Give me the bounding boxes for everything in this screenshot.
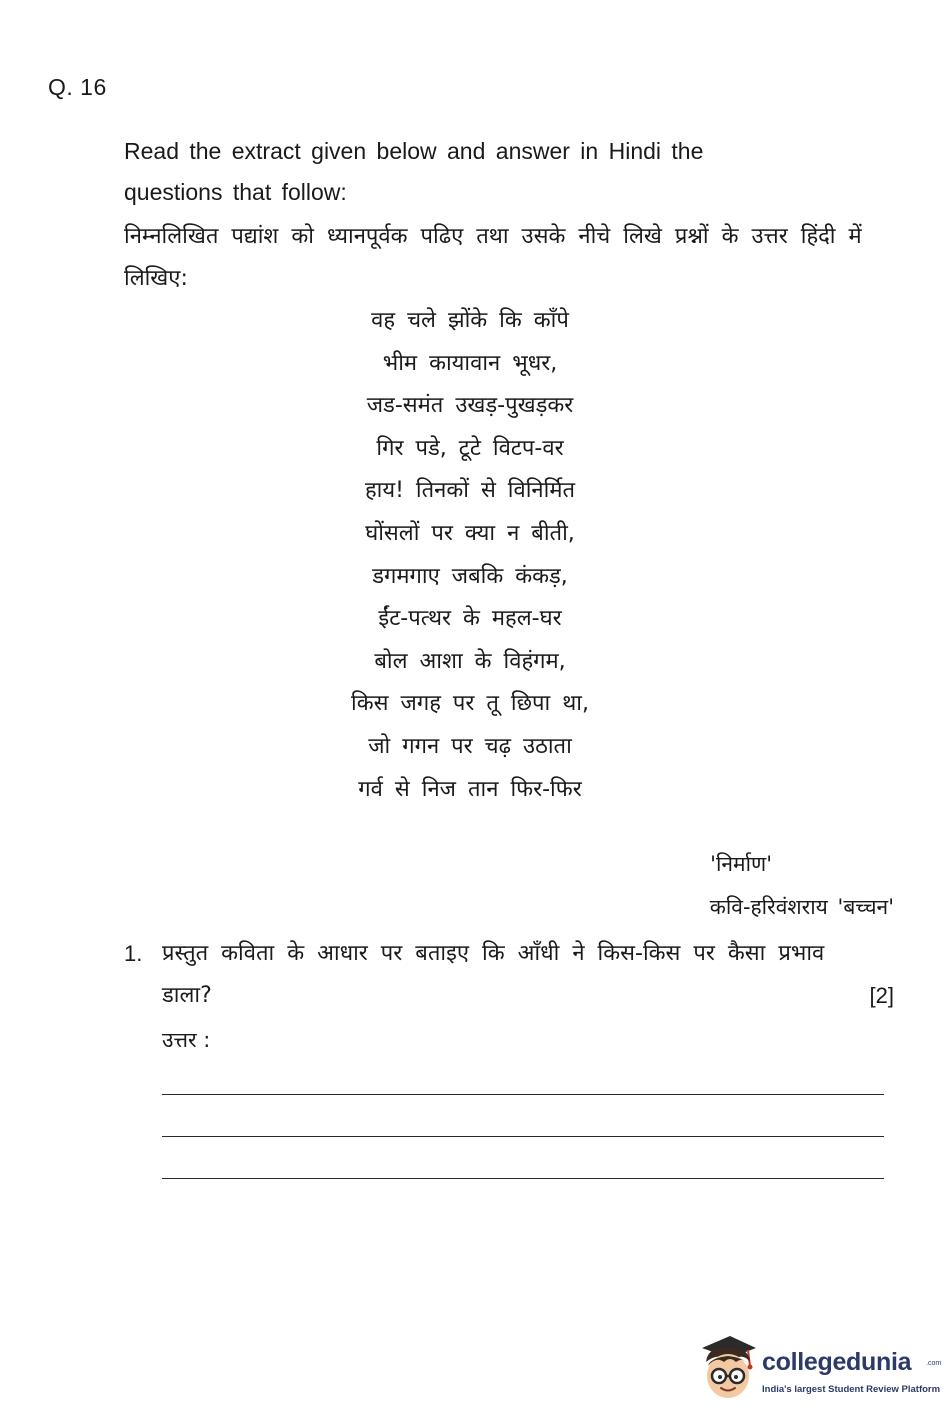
poem-line: भीम कायावान भूधर, xyxy=(382,350,558,376)
marks-badge: [2] xyxy=(869,983,894,1008)
sub-question-number: 1. xyxy=(124,941,143,966)
poem-line: वह चले झोंके कि काँपे xyxy=(371,308,569,333)
logo-tagline: India's largest Student Review Platform xyxy=(762,1384,941,1395)
sub-question-text: प्रस्तुत कविता के आधार पर बताइए कि आँधी ने किस-किस पर कैसा प्रभाव डाला? xyxy=(162,941,825,1008)
answer-line[interactable] xyxy=(162,1094,884,1095)
mascot-icon xyxy=(696,1330,760,1406)
poem-line: बोल आशा के विहंगम, xyxy=(374,648,566,674)
instruction-hindi: निम्नलिखित पद्यांश को ध्यानपूर्वक पढिए तथा उसके नीचे लिखे प्रश्नों के उत्तर हिंदी में लिखिए: xyxy=(124,224,862,291)
poem-line: गर्व से निज तान फिर-फिर xyxy=(358,776,582,802)
answer-line[interactable] xyxy=(162,1178,884,1179)
poem-extract xyxy=(230,300,710,811)
poem-line: जो गगन पर चढ़ उठाता xyxy=(368,733,572,759)
question-number: Q. 16 xyxy=(48,74,107,100)
poem-line: किस जगह पर तू छिपा था, xyxy=(351,691,589,717)
poem-line: गिर पडे, टूटे विटप-वर xyxy=(376,435,564,461)
logo-wordmark: collegedunia xyxy=(762,1348,912,1376)
source-title: 'निर्माण' xyxy=(710,852,772,876)
poem-line: डगमगाए जबकि कंकड़, xyxy=(372,563,568,589)
answer-label: उत्तर : xyxy=(162,1028,211,1052)
poem-line: घोंसलों पर क्या न बीती, xyxy=(365,520,575,546)
source-poet: कवि-हरिवंशराय 'बच्चन' xyxy=(709,895,894,919)
collegedunia-logo xyxy=(696,1330,940,1406)
poem-line: जड-समंत उखड़-पुखड़कर xyxy=(366,393,574,419)
logo-domain-suffix: .com xyxy=(926,1360,942,1367)
poem-line: ईंट-पत्थर के महल-घर xyxy=(378,606,562,632)
instruction-english: Read the extract given below and answer in Hindi the questions that follow: xyxy=(124,138,704,205)
answer-line[interactable] xyxy=(162,1136,884,1137)
poem-line: हाय! तिनकों से विनिर्मित xyxy=(364,478,576,504)
